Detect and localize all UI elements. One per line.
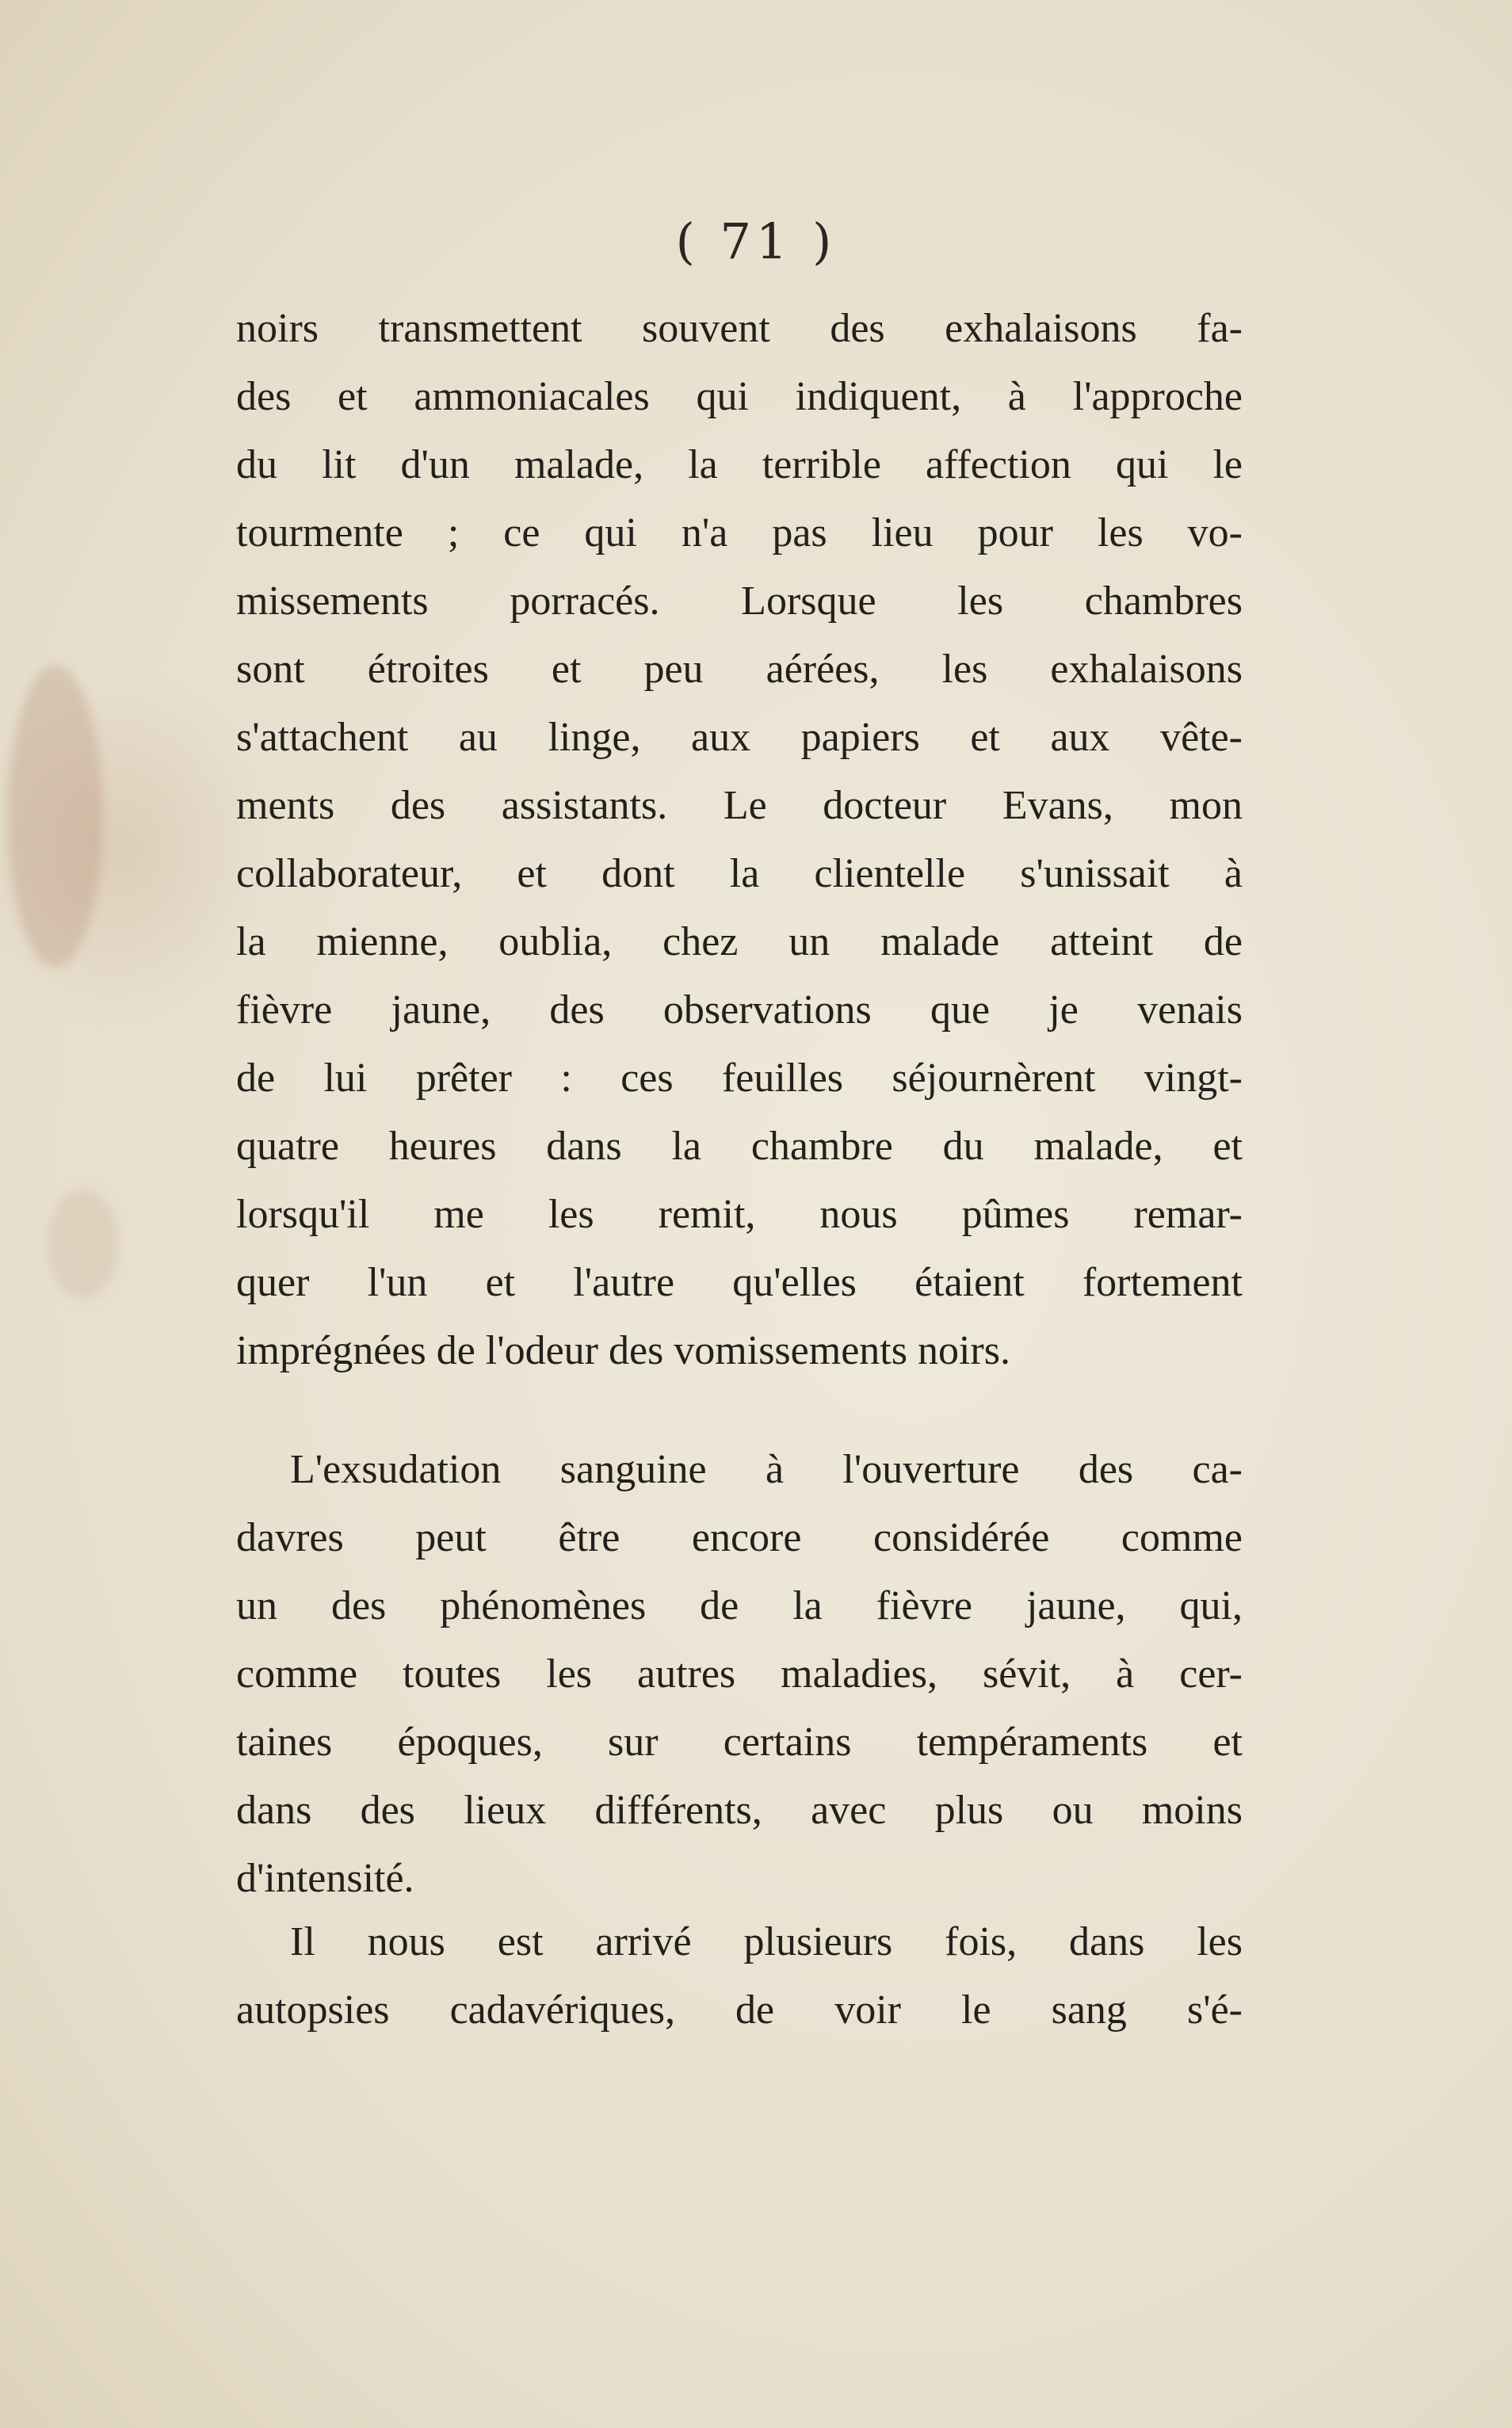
text-line: lorsqu'il me les remit, nous pûmes remar- xyxy=(236,1192,1243,1237)
paper-stain xyxy=(8,666,103,967)
text-line: tourmente ; ce qui n'a pas lieu pour les vo- xyxy=(236,510,1243,555)
text-line: collaborateur, et dont la clientelle s'unissait à xyxy=(236,851,1243,896)
text-line: du lit d'un malade, la terrible affection qui le xyxy=(236,442,1243,487)
text-line: sont étroites et peu aérées, les exhalaisons xyxy=(236,647,1243,692)
paragraph-3 xyxy=(236,1908,1243,2044)
text-line: taines époques, sur certains tempéraments et xyxy=(236,1720,1243,1765)
text-line: un des phénomènes de la fièvre jaune, qui, xyxy=(236,1583,1243,1628)
page-number: ( 71 ) xyxy=(675,212,837,270)
text-line: ments des assistants. Le docteur Evans, mon xyxy=(236,783,1243,828)
text-line: fièvre jaune, des observations que je venais xyxy=(236,987,1243,1033)
text-line: quatre heures dans la chambre du malade, et xyxy=(236,1124,1243,1169)
text-line: noirs transmettent souvent des exhalaisons fa- xyxy=(236,306,1243,351)
text-line: la mienne, oublia, chez un malade atteint de xyxy=(236,919,1243,964)
paragraph-2 xyxy=(236,1436,1243,1913)
text-line: dans des lieux différents, avec plus ou moins xyxy=(236,1788,1243,1833)
text-line: comme toutes les autres maladies, sévit, à cer- xyxy=(236,1651,1243,1697)
paper-stain xyxy=(48,1189,119,1300)
text-line: s'attachent au linge, aux papiers et aux vête- xyxy=(236,715,1243,760)
text-line: des et ammoniacales qui indiquent, à l'approche xyxy=(236,374,1243,419)
paragraph-1 xyxy=(236,295,1243,1385)
text-line: Il nous est arrivé plusieurs fois, dans les xyxy=(290,1919,1243,1964)
text-line: missements porracés. Lorsque les chambres xyxy=(236,578,1243,624)
text-line: imprégnées de l'odeur des vomissements noirs. xyxy=(236,1328,1010,1373)
text-line: davres peut être encore considérée comme xyxy=(236,1515,1243,1560)
text-line: quer l'un et l'autre qu'elles étaient fortement xyxy=(236,1260,1243,1305)
text-line: de lui prêter : ces feuilles séjournèrent vingt- xyxy=(236,1056,1243,1101)
text-line: autopsies cadavériques, de voir le sang s'é- xyxy=(236,1987,1243,2033)
text-line: L'exsudation sanguine à l'ouverture des ca- xyxy=(290,1447,1243,1492)
text-line: d'intensité. xyxy=(236,1856,414,1901)
